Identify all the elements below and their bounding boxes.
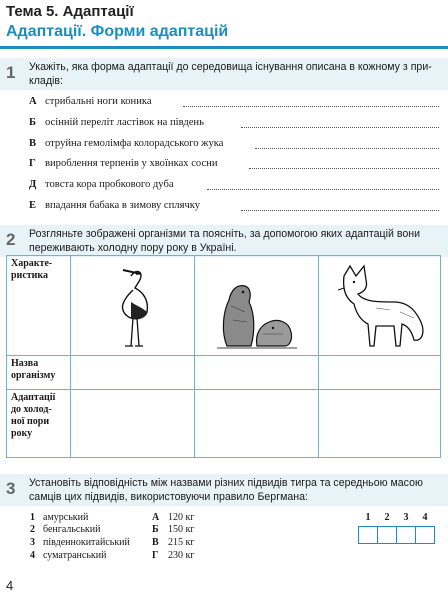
subspecies-name: амурський	[43, 512, 89, 523]
task-3-prompt-line: Установіть відповідність між назвами різних підвидів тигра та середньою масою	[29, 477, 423, 489]
table-row	[7, 390, 441, 458]
row-header-name	[7, 356, 71, 390]
answer-cell[interactable]	[195, 390, 319, 458]
row-header-line: ної пори	[11, 416, 50, 427]
row-header-characteristics	[7, 256, 71, 356]
subspecies-number: 2	[30, 524, 35, 535]
row-header-line: Характе-	[11, 258, 53, 269]
task-1-number: 1	[6, 63, 16, 82]
item-text: вироблення терпенів у хвоїнках сосни	[45, 158, 218, 169]
row-header-line: року	[11, 428, 33, 439]
answer-line[interactable]	[241, 210, 439, 211]
answer-line[interactable]	[183, 106, 439, 107]
mass-value: 230 кг	[168, 550, 195, 561]
mass-letter: Г	[152, 550, 159, 561]
title-divider	[0, 46, 448, 49]
row-header-line: до холод-	[11, 404, 52, 415]
answer-cells	[358, 526, 434, 544]
mass-letter: А	[152, 512, 160, 523]
task-1-item	[29, 155, 439, 175]
task-2-header	[0, 225, 448, 257]
subspecies-number: 1	[30, 512, 35, 523]
item-letter: Г	[29, 158, 36, 169]
answer-header: 1	[365, 512, 371, 523]
mass-item	[152, 524, 194, 535]
answer-cell[interactable]	[358, 526, 378, 544]
task-3-number: 3	[6, 479, 16, 498]
answer-line[interactable]	[255, 148, 439, 149]
task-2-number: 2	[6, 230, 16, 249]
answer-cell[interactable]	[195, 356, 319, 390]
answer-line[interactable]	[241, 127, 439, 128]
topic-title: Тема 5. Адаптації	[6, 3, 134, 20]
item-text: товста кора пробкового дуба	[45, 179, 174, 190]
answer-cell[interactable]	[319, 390, 441, 458]
stork-cell	[71, 256, 195, 356]
task-2-prompt	[29, 227, 440, 255]
table-row	[7, 356, 441, 390]
task-1-prompt-line: Укажіть, яка форма адаптації до середовища існування описана в кожному з при-	[29, 61, 432, 73]
item-letter: Д	[29, 179, 37, 190]
answer-cell[interactable]	[415, 526, 435, 544]
task-2-prompt-line: Розгляньте зображені організми та поясніть, за допомогою яких адаптацій вони	[29, 228, 420, 240]
item-letter: Е	[29, 200, 37, 211]
fox-image	[330, 262, 430, 352]
task-1-prompt	[29, 60, 440, 88]
item-text: осінній переліт ластівок на південь	[45, 117, 204, 128]
page-number: 4	[6, 578, 14, 593]
answer-header: 4	[422, 512, 428, 523]
answer-header: 2	[384, 512, 390, 523]
answer-line[interactable]	[207, 189, 439, 190]
answer-cell[interactable]	[396, 526, 416, 544]
answer-cell[interactable]	[71, 390, 195, 458]
mass-letter: Б	[152, 524, 159, 535]
row-header-adaptation	[7, 390, 71, 458]
task-1-header	[0, 58, 448, 90]
marmots-image	[207, 262, 307, 352]
row-header-line: Адаптації	[11, 392, 56, 403]
stork-image	[103, 262, 163, 352]
mass-value: 150 кг	[168, 524, 195, 535]
organisms-table	[6, 255, 441, 458]
task-1-item	[29, 114, 439, 134]
task-3-header	[0, 474, 448, 506]
subspecies-number: 3	[30, 537, 35, 548]
task-1-item	[29, 93, 439, 113]
mass-value: 215 кг	[168, 537, 195, 548]
task-1-item	[29, 176, 439, 196]
task-2-prompt-line: переживають холодну пору року в Україні.	[29, 242, 237, 254]
item-text: стрибальні ноги коника	[45, 96, 152, 107]
item-letter: Б	[29, 117, 37, 128]
row-header-line: Назва	[11, 358, 39, 369]
task-1-item	[29, 197, 439, 217]
subspecies-name: бенгальський	[43, 524, 101, 535]
lesson-subtitle: Адаптації. Форми адаптацій	[6, 23, 229, 40]
marmots-cell	[195, 256, 319, 356]
fox-cell	[319, 256, 441, 356]
mass-item	[152, 537, 194, 548]
task-3-prompt-line: самців цих підвидів, використовуючи правило Бергмана:	[29, 491, 308, 503]
item-letter: В	[29, 138, 37, 149]
table-row	[7, 256, 441, 356]
subspecies-name: суматранський	[43, 550, 107, 561]
row-header-line: ристика	[11, 270, 49, 281]
item-text: впадання бабака в зимову сплячку	[45, 200, 201, 211]
answer-cell[interactable]	[319, 356, 441, 390]
mass-value: 120 кг	[168, 512, 195, 523]
answer-cell[interactable]	[71, 356, 195, 390]
subspecies-number: 4	[30, 550, 35, 561]
task-3-prompt	[29, 476, 440, 504]
answer-line[interactable]	[249, 168, 439, 169]
item-letter: А	[29, 96, 37, 107]
answer-header: 3	[403, 512, 409, 523]
subspecies-name: південнокитайський	[43, 537, 130, 548]
answer-cell[interactable]	[377, 526, 397, 544]
row-header-line: організму	[11, 370, 56, 381]
mass-item	[152, 550, 194, 561]
mass-item	[152, 512, 194, 523]
mass-letter: В	[152, 537, 159, 548]
task-1-item	[29, 135, 439, 155]
task-1-prompt-line: кладів:	[29, 75, 63, 87]
item-text: отруйна гемолімфа колорадського жука	[45, 138, 224, 149]
